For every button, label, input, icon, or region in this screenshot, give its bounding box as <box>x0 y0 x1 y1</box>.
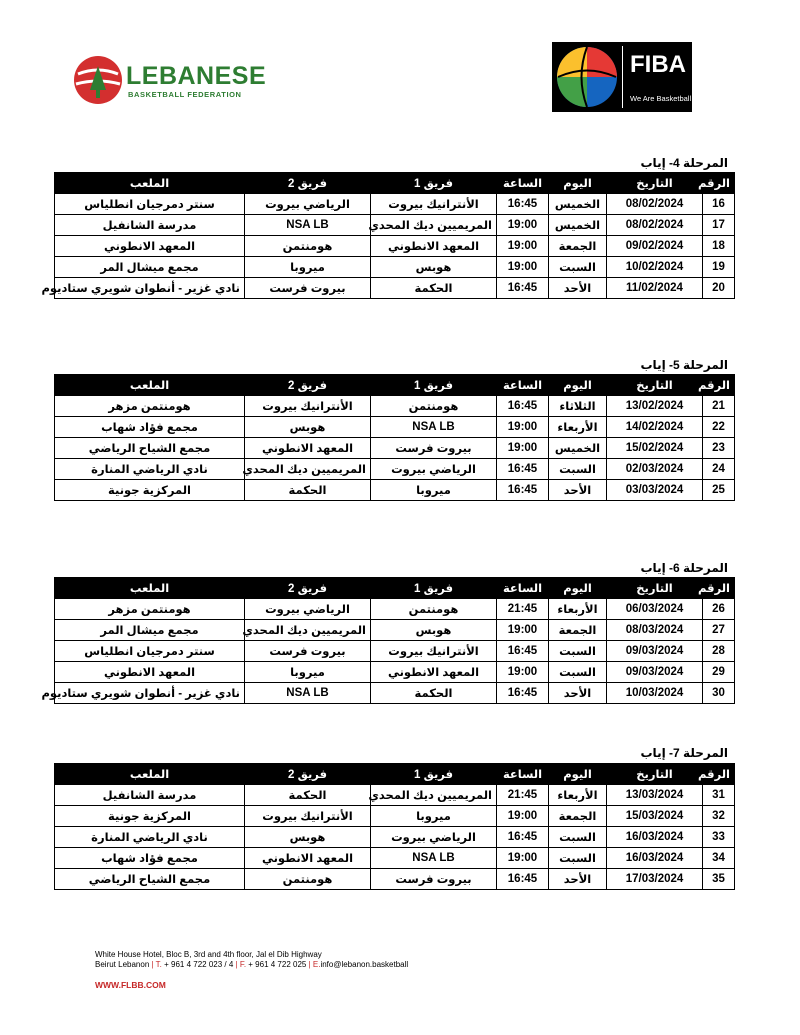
cell-day: الأحد <box>549 869 607 890</box>
cell-team2: هومنتمن <box>245 869 371 890</box>
cell-team2: NSA LB <box>245 683 371 704</box>
cell-date: 17/03/2024 <box>607 869 703 890</box>
cell-date: 13/03/2024 <box>607 785 703 806</box>
cell-day: الأربعاء <box>549 417 607 438</box>
basketball-cedar-icon <box>72 54 124 106</box>
column-header-day: اليوم <box>549 764 607 785</box>
cell-team2: هومنتمن <box>245 236 371 257</box>
cell-team2: المعهد الانطوني <box>245 848 371 869</box>
cell-time: 16:45 <box>497 683 549 704</box>
cell-date: 08/02/2024 <box>607 215 703 236</box>
table-row <box>55 662 735 683</box>
schedule-table <box>41 577 735 704</box>
email-value: info@lebanon.basketball <box>320 960 409 969</box>
fiba-ball-icon <box>554 44 620 110</box>
cell-num: 29 <box>703 662 735 683</box>
cell-team1: NSA LB <box>371 848 497 869</box>
column-header-venue: الملعب <box>55 173 245 194</box>
cell-team1: المريميين ديك المحدي <box>371 785 497 806</box>
cell-team1: المعهد الانطوني <box>371 662 497 683</box>
column-header-date: التاريخ <box>607 173 703 194</box>
column-header-time: الساعة <box>497 578 549 599</box>
cell-venue: سنتر دمرجيان انطلياس <box>55 194 245 215</box>
cell-num: 27 <box>703 620 735 641</box>
table-row <box>55 278 735 299</box>
cell-day: الجمعة <box>549 806 607 827</box>
column-header-num: الرقم <box>703 578 735 599</box>
cell-team1: هوبس <box>371 257 497 278</box>
fiba-logo <box>552 42 692 112</box>
cell-time: 16:45 <box>497 869 549 890</box>
separator: | <box>306 960 313 969</box>
column-header-team1: فريق 1 <box>371 764 497 785</box>
cell-date: 09/02/2024 <box>607 236 703 257</box>
cell-time: 16:45 <box>497 396 549 417</box>
cell-team1: هومنتمن <box>371 599 497 620</box>
cell-date: 10/02/2024 <box>607 257 703 278</box>
cell-venue: مجمع ميشال المر <box>55 620 245 641</box>
phone-label: T. <box>155 960 162 969</box>
cell-venue: مجمع ميشال المر <box>55 257 245 278</box>
column-header-time: الساعة <box>497 764 549 785</box>
cell-venue: مجمع فؤاد شهاب <box>55 417 245 438</box>
cell-time: 19:00 <box>497 848 549 869</box>
table-row <box>55 827 735 848</box>
table-row <box>55 806 735 827</box>
fiba-separator <box>622 46 623 108</box>
table-row <box>55 459 735 480</box>
cell-time: 16:45 <box>497 278 549 299</box>
stage-heading: المرحلة 4- إياب <box>640 156 728 170</box>
contact-line <box>95 960 408 970</box>
cell-date: 08/02/2024 <box>607 194 703 215</box>
cell-num: 32 <box>703 806 735 827</box>
cell-time: 21:45 <box>497 599 549 620</box>
lebanese-federation-logo <box>72 54 267 110</box>
cell-team1: ميروبا <box>371 806 497 827</box>
table-row <box>55 480 735 501</box>
cell-day: الأحد <box>549 480 607 501</box>
cell-num: 24 <box>703 459 735 480</box>
table-row <box>55 417 735 438</box>
column-header-num: الرقم <box>703 375 735 396</box>
cell-date: 14/02/2024 <box>607 417 703 438</box>
cell-team1: المعهد الانطوني <box>371 236 497 257</box>
cell-team2: الحكمة <box>245 480 371 501</box>
cell-num: 34 <box>703 848 735 869</box>
cell-team1: الرياضي بيروت <box>371 827 497 848</box>
cell-date: 16/03/2024 <box>607 827 703 848</box>
cell-team1: بيروت فرست <box>371 869 497 890</box>
cell-team2: بيروت فرست <box>245 641 371 662</box>
cell-venue: مجمع الشياح الرياضي <box>55 869 245 890</box>
cell-num: 20 <box>703 278 735 299</box>
cell-time: 16:45 <box>497 459 549 480</box>
cell-team1: المريميين ديك المحدي <box>371 215 497 236</box>
cell-day: الأربعاء <box>549 599 607 620</box>
cell-team1: الحكمة <box>371 278 497 299</box>
table-row <box>55 620 735 641</box>
cell-day: السبت <box>549 662 607 683</box>
column-header-team1: فريق 1 <box>371 173 497 194</box>
cell-team2: المعهد الانطوني <box>245 438 371 459</box>
cell-date: 03/03/2024 <box>607 480 703 501</box>
cell-team1: بيروت فرست <box>371 438 497 459</box>
schedule-table <box>41 172 735 299</box>
table-row <box>55 869 735 890</box>
cell-time: 19:00 <box>497 236 549 257</box>
cell-date: 02/03/2024 <box>607 459 703 480</box>
stage-heading: المرحلة 7- إياب <box>640 746 728 760</box>
table-row <box>55 236 735 257</box>
cell-num: 26 <box>703 599 735 620</box>
cell-venue: نادي الرياضي المنارة <box>55 827 245 848</box>
cell-team1: NSA LB <box>371 417 497 438</box>
table-header-row <box>55 764 735 785</box>
cell-venue: مجمع فؤاد شهاب <box>55 848 245 869</box>
cell-venue: سنتر دمرجيان انطلياس <box>55 641 245 662</box>
cell-venue: نادي غزير - أنطوان شويري ستاديوم <box>55 278 245 299</box>
cell-time: 19:00 <box>497 620 549 641</box>
cell-venue: مدرسة الشانفيل <box>55 215 245 236</box>
column-header-venue: الملعب <box>55 578 245 599</box>
cell-team2: الرياضي بيروت <box>245 194 371 215</box>
cell-num: 17 <box>703 215 735 236</box>
cell-num: 33 <box>703 827 735 848</box>
fax-label: F. <box>239 960 247 969</box>
table-row <box>55 194 735 215</box>
cell-day: الأحد <box>549 278 607 299</box>
column-header-day: اليوم <box>549 173 607 194</box>
table-header-row <box>55 173 735 194</box>
cell-team2: المريميين ديك المحدي <box>245 459 371 480</box>
cell-venue: نادي غزير - أنطوان شويري ستاديوم <box>55 683 245 704</box>
cell-day: السبت <box>549 848 607 869</box>
column-header-team2: فريق 2 <box>245 375 371 396</box>
cell-date: 08/03/2024 <box>607 620 703 641</box>
cell-num: 35 <box>703 869 735 890</box>
cell-date: 16/03/2024 <box>607 848 703 869</box>
column-header-time: الساعة <box>497 375 549 396</box>
cell-time: 16:45 <box>497 641 549 662</box>
separator: | <box>233 960 240 969</box>
schedule-table <box>54 374 735 501</box>
cell-day: السبت <box>549 459 607 480</box>
cell-venue: مجمع الشياح الرياضي <box>55 438 245 459</box>
table-row <box>55 215 735 236</box>
cell-team2: ميروبا <box>245 257 371 278</box>
cell-team1: الرياضي بيروت <box>371 459 497 480</box>
column-header-venue: الملعب <box>55 375 245 396</box>
website-link[interactable]: WWW.FLBB.COM <box>95 980 166 990</box>
cell-day: الخميس <box>549 438 607 459</box>
address-line: White House Hotel, Bloc B, 3rd and 4th floor, Jal el Dib Highway <box>95 950 322 959</box>
cell-team1: هوبس <box>371 620 497 641</box>
column-header-time: الساعة <box>497 173 549 194</box>
table-row <box>55 848 735 869</box>
cell-time: 19:00 <box>497 417 549 438</box>
cell-team2: NSA LB <box>245 215 371 236</box>
cell-venue: هومنتمن مزهر <box>55 599 245 620</box>
stage-heading: المرحلة 5- إياب <box>640 358 728 372</box>
cell-date: 11/02/2024 <box>607 278 703 299</box>
column-header-date: التاريخ <box>607 578 703 599</box>
cell-day: الجمعة <box>549 620 607 641</box>
table-row <box>55 641 735 662</box>
cell-day: الخميس <box>549 194 607 215</box>
column-header-num: الرقم <box>703 173 735 194</box>
cell-venue: المعهد الانطوني <box>55 662 245 683</box>
table-row <box>55 438 735 459</box>
cell-day: السبت <box>549 827 607 848</box>
column-header-date: التاريخ <box>607 764 703 785</box>
cell-num: 23 <box>703 438 735 459</box>
phone-value: + 961 4 722 023 / 4 <box>161 960 234 969</box>
cell-num: 25 <box>703 480 735 501</box>
cell-time: 19:00 <box>497 662 549 683</box>
cell-date: 15/02/2024 <box>607 438 703 459</box>
cell-date: 10/03/2024 <box>607 683 703 704</box>
cell-time: 19:00 <box>497 806 549 827</box>
cell-day: السبت <box>549 257 607 278</box>
cell-date: 13/02/2024 <box>607 396 703 417</box>
table-header-row <box>55 375 735 396</box>
table-row <box>55 257 735 278</box>
column-header-team2: فريق 2 <box>245 173 371 194</box>
table-header-row <box>55 578 735 599</box>
cell-team2: بيروت فرست <box>245 278 371 299</box>
column-header-date: التاريخ <box>607 375 703 396</box>
federation-subtitle: BASKETBALL FEDERATION <box>128 90 242 99</box>
cell-num: 18 <box>703 236 735 257</box>
column-header-team2: فريق 2 <box>245 578 371 599</box>
separator: | <box>149 960 156 969</box>
fiba-tagline: We Are Basketball <box>630 94 692 103</box>
cell-day: الأحد <box>549 683 607 704</box>
cell-team2: ميروبا <box>245 662 371 683</box>
table-row <box>55 599 735 620</box>
column-header-team1: فريق 1 <box>371 375 497 396</box>
cell-day: الخميس <box>549 215 607 236</box>
cell-date: 06/03/2024 <box>607 599 703 620</box>
cell-num: 30 <box>703 683 735 704</box>
cell-team2: الحكمة <box>245 785 371 806</box>
cell-day: الجمعة <box>549 236 607 257</box>
cell-venue: نادي الرياضي المنارة <box>55 459 245 480</box>
table-row <box>55 785 735 806</box>
column-header-team2: فريق 2 <box>245 764 371 785</box>
cell-num: 31 <box>703 785 735 806</box>
cell-day: الثلاثاء <box>549 396 607 417</box>
cell-venue: هومنتمن مزهر <box>55 396 245 417</box>
cell-num: 21 <box>703 396 735 417</box>
schedule-table <box>54 763 735 890</box>
cell-date: 09/03/2024 <box>607 641 703 662</box>
cell-time: 19:00 <box>497 438 549 459</box>
cell-time: 21:45 <box>497 785 549 806</box>
cell-venue: المركزية جونية <box>55 806 245 827</box>
address-city: Beirut Lebanon <box>95 960 150 969</box>
table-row <box>55 396 735 417</box>
cell-num: 16 <box>703 194 735 215</box>
cell-num: 19 <box>703 257 735 278</box>
cell-day: الأربعاء <box>549 785 607 806</box>
fiba-wordmark: FIBA <box>630 51 686 78</box>
column-header-day: اليوم <box>549 578 607 599</box>
cell-time: 19:00 <box>497 257 549 278</box>
cell-team1: الأنترانيك بيروت <box>371 641 497 662</box>
federation-name: LEBANESE <box>126 62 267 90</box>
cell-team1: هومنتمن <box>371 396 497 417</box>
table-row <box>55 683 735 704</box>
cell-date: 09/03/2024 <box>607 662 703 683</box>
column-header-team1: فريق 1 <box>371 578 497 599</box>
cell-team1: الأنترانيك بيروت <box>371 194 497 215</box>
cell-venue: المعهد الانطوني <box>55 236 245 257</box>
cell-team2: هوبس <box>245 827 371 848</box>
cell-time: 16:45 <box>497 194 549 215</box>
cell-num: 28 <box>703 641 735 662</box>
cell-day: السبت <box>549 641 607 662</box>
cell-date: 15/03/2024 <box>607 806 703 827</box>
cell-team1: ميروبا <box>371 480 497 501</box>
cell-team2: الرياضي بيروت <box>245 599 371 620</box>
cell-venue: مدرسة الشانفيل <box>55 785 245 806</box>
cell-num: 22 <box>703 417 735 438</box>
column-header-venue: الملعب <box>55 764 245 785</box>
email-label: E. <box>312 960 321 969</box>
cell-team2: المريميين ديك المحدي <box>245 620 371 641</box>
column-header-day: اليوم <box>549 375 607 396</box>
fax-value: + 961 4 722 025 <box>246 960 307 969</box>
footer-address <box>95 950 408 970</box>
cell-team2: الأنترانيك بيروت <box>245 806 371 827</box>
cell-time: 16:45 <box>497 827 549 848</box>
cell-time: 19:00 <box>497 215 549 236</box>
cell-team2: هوبس <box>245 417 371 438</box>
cell-time: 16:45 <box>497 480 549 501</box>
column-header-num: الرقم <box>703 764 735 785</box>
cell-team2: الأنترانيك بيروت <box>245 396 371 417</box>
cell-team1: الحكمة <box>371 683 497 704</box>
stage-heading: المرحلة 6- إياب <box>640 561 728 575</box>
cell-venue: المركزية جونية <box>55 480 245 501</box>
